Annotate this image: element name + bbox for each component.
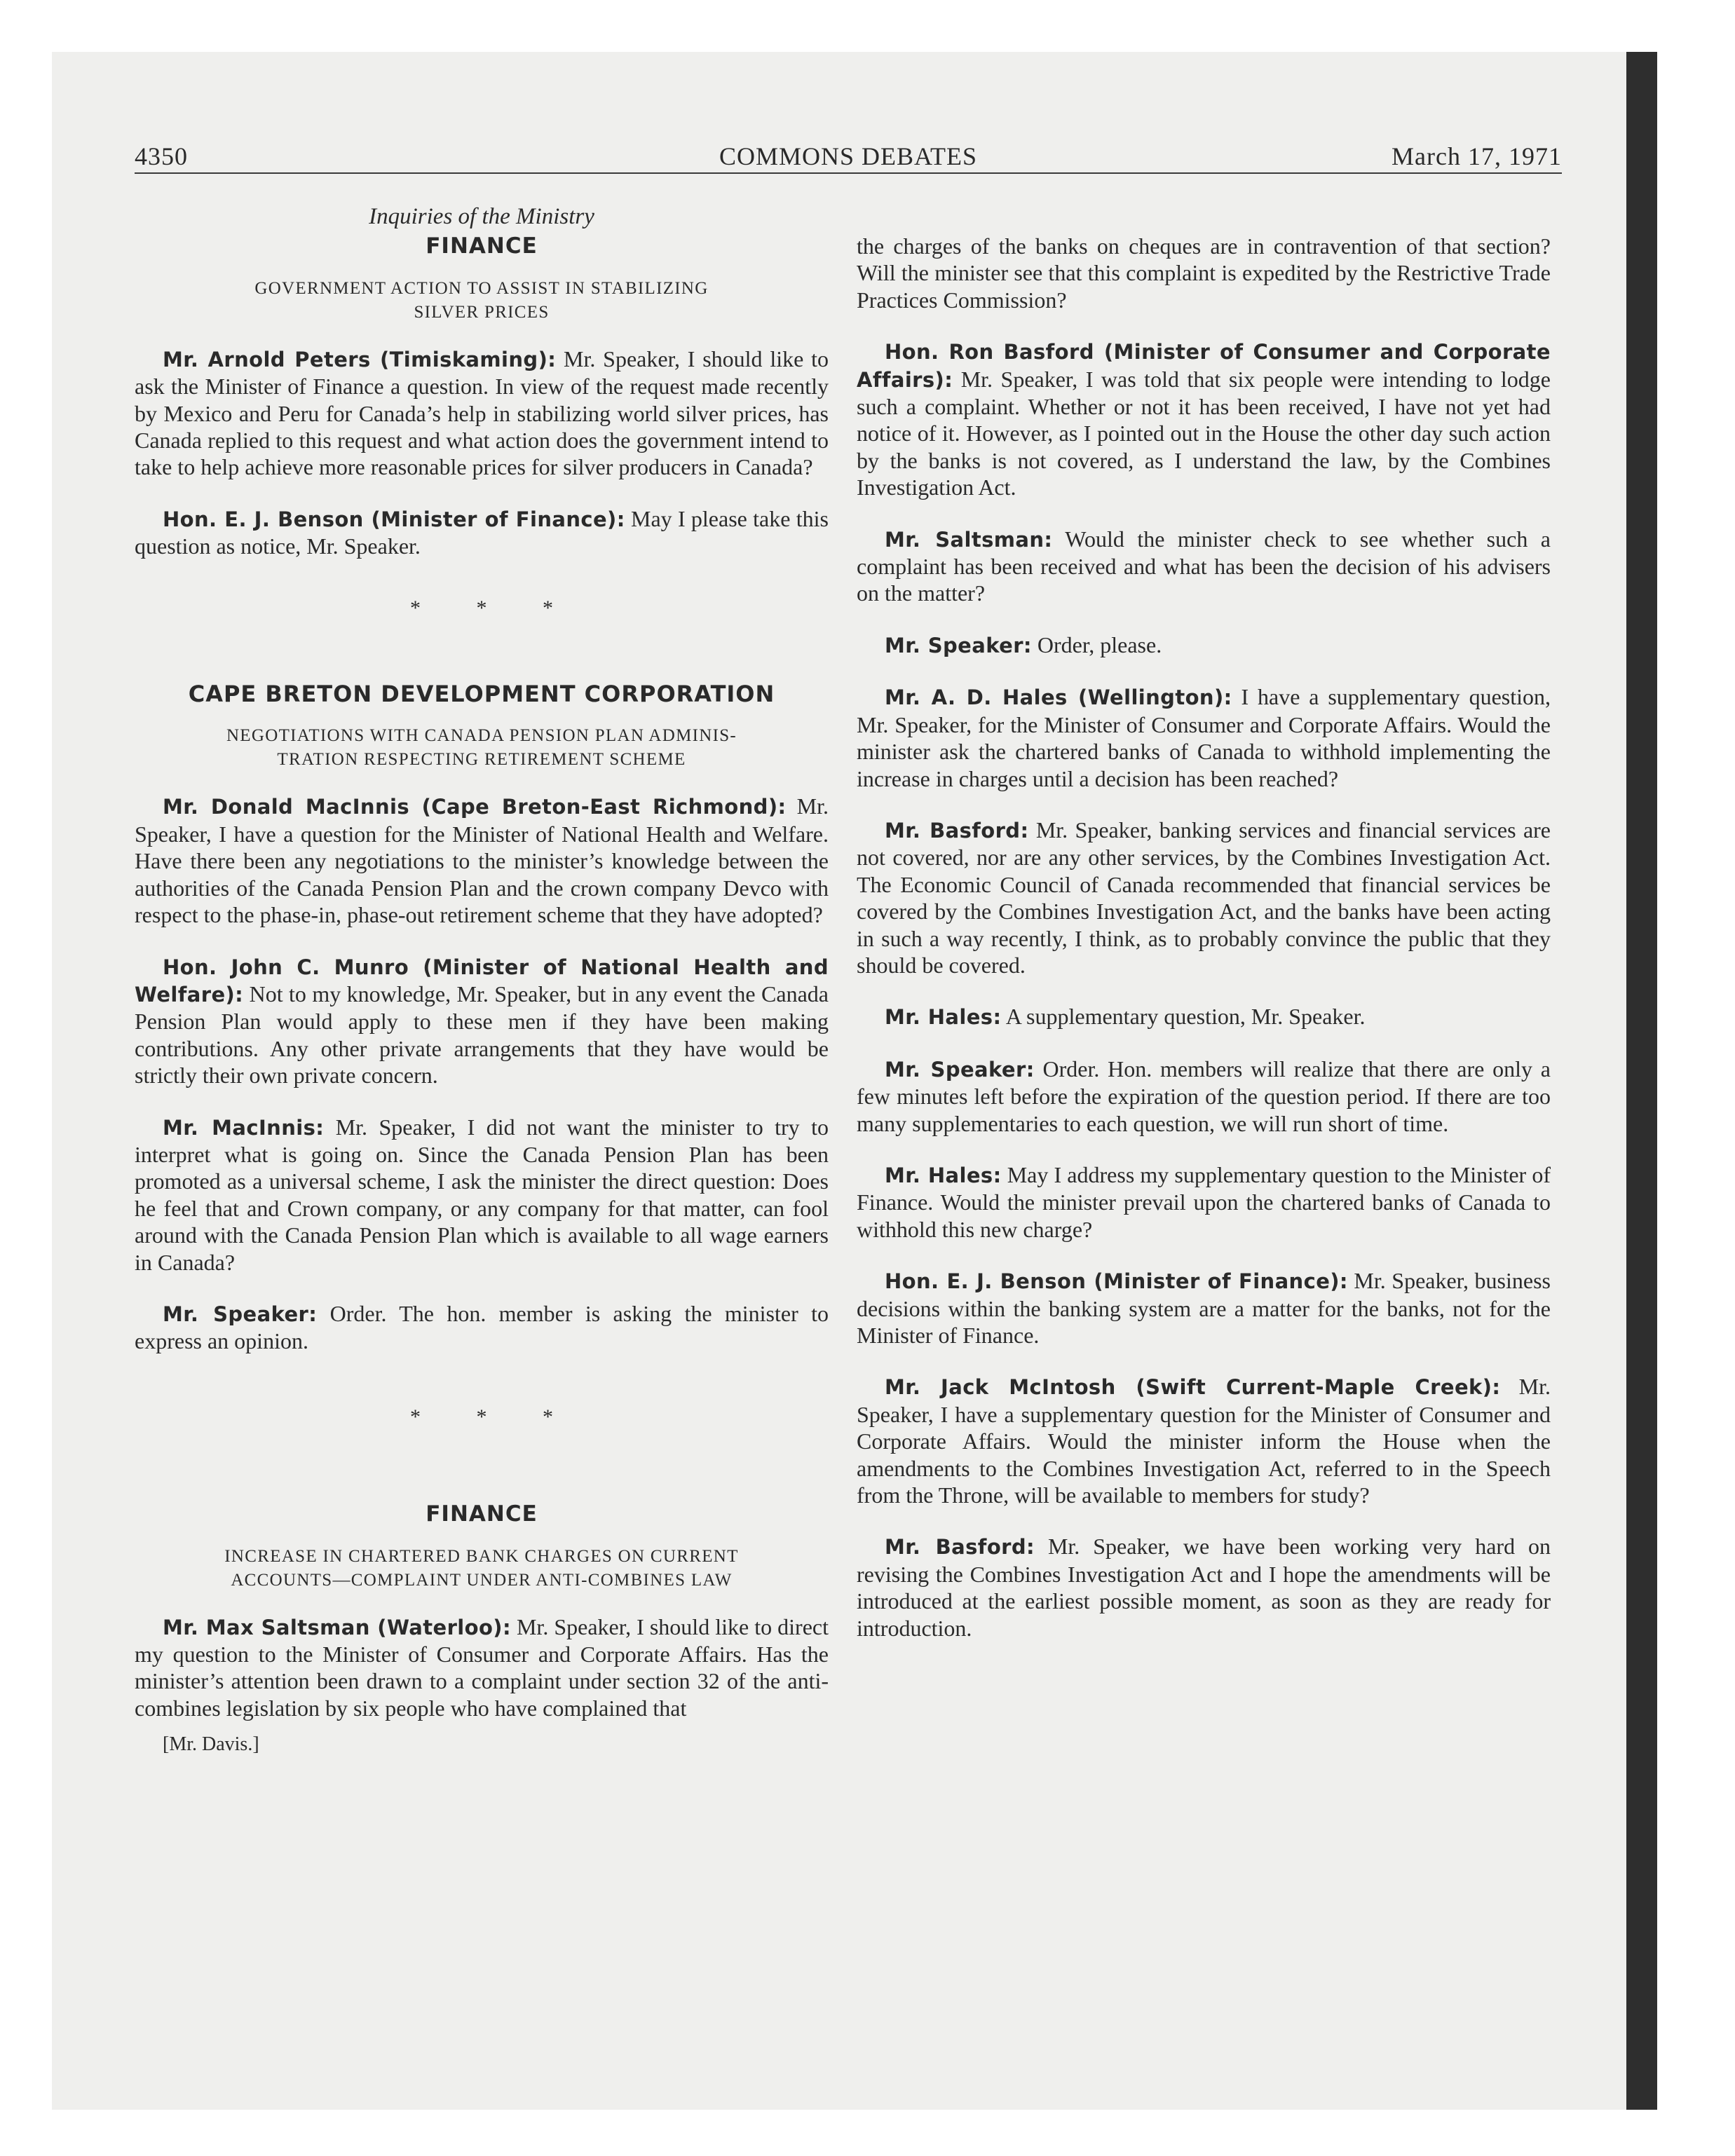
paragraph	[135, 1613, 829, 1722]
paragraph-text: Mr. Speaker, I have a supplementary question for the Minister of Consumer and Corporate Affairs. Would the minister inform the House when the amendments to the Combines Investigation Act, referred to in the Speech from the Throne, will be available to members for study?	[857, 1374, 1551, 1508]
separator: * * *	[410, 1405, 578, 1428]
subtitle-line: GOVERNMENT ACTION TO ASSIST IN STABILIZING	[254, 278, 709, 298]
subtitle-line: SILVER PRICES	[414, 302, 550, 322]
paragraph	[857, 683, 1551, 792]
page-header	[135, 137, 1562, 174]
paragraph-text: Not to my knowledge, Mr. Speaker, but in any event the Canada Pension Plan would apply to these men if they have been making contributions. Any other private arrangements that they have would be strictly their own private concern.	[135, 981, 829, 1089]
left-column	[135, 203, 829, 1759]
speaker-name: Mr. Hales:	[885, 1163, 1002, 1187]
paragraph	[857, 1267, 1551, 1349]
paragraph-text: May I please take this question as notice, Mr. Speaker.	[135, 505, 829, 559]
paragraph-text: Would the minister check to see whether such a complaint has been received and what has been the decision of his advisers on the matter?	[857, 526, 1551, 606]
paragraph-text: Mr. Speaker, I have a question for the Minister of National Health and Welfare. Have there been any negotiations to the minister’s knowledge between the authorities of the Canada Pension Plan and the crown company Devco with respect to the phase-in, phase-out retirement scheme that they have adopted?	[135, 793, 829, 928]
paragraph-continuation: the charges of the banks on cheques are in contravention of that section? Will the minister see that this complaint is expedited by the Restrictive Trade Practices Commission?	[857, 233, 1551, 313]
section-subtitle	[135, 724, 829, 772]
speaker-name: Mr. Speaker:	[885, 1057, 1035, 1082]
speaker-name: Hon. E. J. Benson (Minister of Finance):	[885, 1269, 1348, 1294]
publication-date: March 17, 1971	[1392, 142, 1562, 170]
section-title-cape-breton: CAPE BRETON DEVELOPMENT CORPORATION	[188, 681, 775, 708]
paragraph	[857, 632, 1551, 659]
paragraph	[857, 1003, 1551, 1030]
speaker-name: Mr. Donald MacInnis (Cape Breton-East Richmond):	[163, 795, 787, 819]
section-title-finance-2: FINANCE	[426, 1501, 538, 1527]
speaker-name: Mr. Arnold Peters (Timiskaming):	[163, 347, 557, 371]
subtitle-line: INCREASE IN CHARTERED BANK CHARGES ON CURRENT	[224, 1546, 739, 1566]
paragraph	[857, 526, 1551, 607]
page-number: 4350	[135, 142, 188, 170]
separator: * * *	[410, 596, 578, 620]
speaker-name: Hon. E. J. Benson (Minister of Finance):	[163, 507, 625, 531]
paragraph-text: I have a supplementary question, Mr. Speaker, for the Minister of Consumer and Corporate Affairs. Would the minister ask the chartered banks of Canada to withhold implementing the increase in charges until a decision has been reached?	[857, 684, 1551, 791]
paragraph-text: Order, please.	[1031, 632, 1162, 657]
paragraph-text: A supplementary question, Mr. Speaker.	[1001, 1004, 1366, 1030]
paragraph	[857, 338, 1551, 500]
speaker-name: Mr. Saltsman:	[885, 527, 1053, 552]
speaker-name: Mr. Jack McIntosh (Swift Current-Maple Creek):	[885, 1375, 1501, 1400]
section-subtitle	[135, 277, 829, 325]
paragraph	[857, 1161, 1551, 1243]
paragraph	[135, 953, 829, 1089]
speaker-name: Mr. Basford:	[885, 1535, 1035, 1560]
paragraph-text: May I address my supplementary question to the Minister of Finance. Would the minister prevail upon the chartered banks of Canada to withhold this new charge?	[857, 1161, 1551, 1242]
paragraph-text: Mr. Speaker, I should like to ask the Minister of Finance a question. In view of the request made recently by Mexico and Peru for Canada’s help in stabilizing world silver prices, has Canada replied to this request and what action does the government intend to take to help achieve more reasonable prices for silver producers in Canada?	[135, 346, 829, 480]
paragraph	[135, 1300, 829, 1355]
subtitle-line: ACCOUNTS—COMPLAINT UNDER ANTI-COMBINES LAW	[231, 1570, 733, 1590]
publication-title: COMMONS DEBATES	[719, 142, 978, 170]
paragraph	[135, 505, 829, 560]
section-subtitle	[135, 1545, 829, 1592]
paragraph-text: Order. The hon. member is asking the minister to express an opinion.	[135, 1300, 829, 1354]
page-footer: [Mr. Davis.]	[163, 1733, 259, 1756]
speaker-name: Mr. Basford:	[885, 818, 1029, 842]
section-label: Inquiries of the Ministry	[369, 204, 594, 229]
paragraph-text: Mr. Speaker, I should like to direct my question to the Minister of Consumer and Corporate Affairs. Has the minister’s attention been drawn to a complaint under section 32 of the anti-combines legislation by six people who have complained that	[135, 1613, 829, 1721]
speaker-name: Mr. Max Saltsman (Waterloo):	[163, 1615, 511, 1639]
paragraph	[857, 817, 1551, 978]
speaker-name: Hon. Ron Basford (Minister of Consumer and Corporate Affairs):	[857, 340, 1551, 392]
subtitle-line: TRATION RESPECTING RETIREMENT SCHEME	[277, 750, 686, 770]
paragraph	[857, 1056, 1551, 1137]
speaker-name: Mr. Speaker:	[885, 633, 1032, 657]
paragraph	[857, 1533, 1551, 1642]
scan-edge-shadow	[1626, 52, 1657, 2110]
speaker-name: Mr. A. D. Hales (Wellington):	[885, 685, 1232, 710]
paragraph-text: Mr. Speaker, we have been working very hard on revising the Combines Investigation Act and I hope the amendments will be introduced at the earliest possible moment, as soon as they are ready for introduction.	[857, 1534, 1551, 1641]
paragraph	[135, 793, 829, 928]
paragraph-text: Mr. Speaker, I did not want the minister to try to interpret what is going on. Since the Canada Pension Plan has been promoted as a universal scheme, I ask the minister the direct question: Does he feel that and Crown company, or any company for that matter, can fool around with the Canada Pension Plan which is available to all wage earners in Canada?	[135, 1114, 829, 1275]
paragraph	[857, 1373, 1551, 1508]
speaker-name: Hon. John C. Munro (Minister of National Health and Welfare):	[135, 955, 829, 1007]
paragraph-text: Mr. Speaker, business decisions within the banking system are a matter for the banks, not for the Minister of Finance.	[857, 1268, 1551, 1348]
paragraph-text: Mr. Speaker, banking services and financial services are not covered, nor are any other services, by the Combines Investigation Act. The Economic Council of Canada recommended that financial services be covered by the Combines Investigation Act, and the banks have been acting in such a way recently, I think, as to probably convince the public that they should be covered.	[857, 817, 1551, 978]
right-column	[857, 233, 1551, 1666]
speaker-name: Mr. MacInnis:	[163, 1115, 325, 1140]
paragraph-text: Order. Hon. members will realize that there are only a few minutes left before the expiration of the question period. If there are too many supplementaries to each question, we will run short of time.	[857, 1056, 1551, 1136]
speaker-name: Mr. Hales:	[885, 1005, 1002, 1030]
section-title-finance: FINANCE	[426, 233, 538, 259]
speaker-name: Mr. Speaker:	[163, 1302, 318, 1326]
subtitle-line: NEGOTIATIONS WITH CANADA PENSION PLAN ADMINIS-	[226, 726, 737, 746]
paragraph-text: Mr. Speaker, I was told that six people were intending to lodge such a complaint. Whether or not it has been received, I have not yet had notice of it. However, as I pointed out in the House the other day such action by the banks is not covered, as I understand the law, by the Combines Investigation Act.	[857, 366, 1551, 500]
paragraph	[135, 346, 829, 481]
paragraph	[135, 1114, 829, 1276]
